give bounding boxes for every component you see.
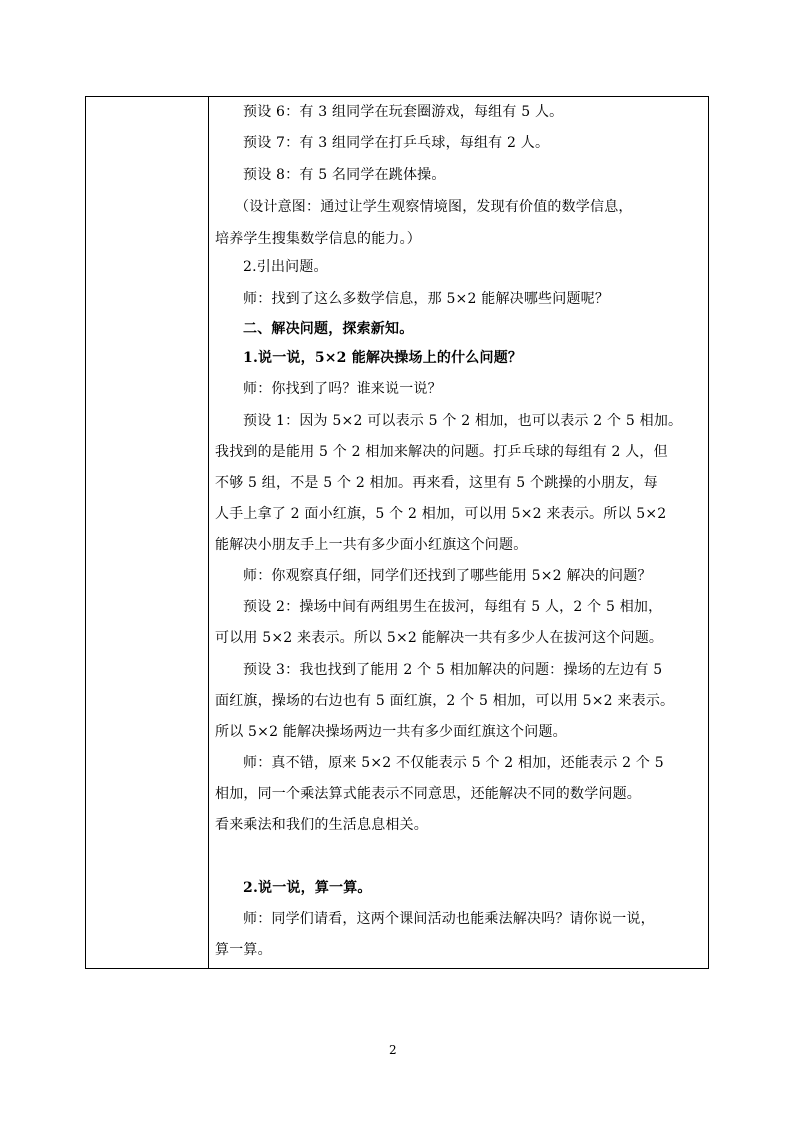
text-line: 师：找到了这么多数学信息，那 5×2 能解决哪些问题呢？: [243, 291, 610, 307]
subsection-heading: 1.说一说，5×2 能解决操场上的什么问题？: [243, 350, 523, 366]
lesson-table: [85, 96, 709, 969]
text-line: 师：同学们请看，这两个课间活动也能乘法解决吗？请你说一说，: [243, 911, 655, 927]
right-column-cell: [209, 97, 708, 968]
text-line: 预设 2：操场中间有两组男生在拔河，每组有 5 人，2 个 5 相加，: [243, 599, 663, 615]
section-heading: 二、解决问题，探索新知。: [243, 321, 414, 337]
text-line: 预设 8：有 5 名同学在跳体操。: [243, 167, 446, 183]
text-line: 师：真不错，原来 5×2 不仅能表示 5 个 2 相加，还能表示 2 个 5: [243, 755, 664, 771]
text-line: 师：你观察真仔细，同学们还找到了哪些能用 5×2 解决的问题？: [243, 568, 652, 584]
text-line: 能解决小朋友手上一共有多少面小红旗这个问题。: [215, 537, 528, 553]
text-line: 可以用 5×2 来表示。所以 5×2 能解决一共有多少人在拔河这个问题。: [215, 630, 664, 646]
page-number: 2: [389, 1043, 397, 1057]
text-line: 看来乘法和我们的生活息息相关。: [215, 817, 428, 833]
subsection-heading: 2.说一说，算一算。: [243, 880, 372, 896]
text-line: 预设 6：有 3 组同学在玩套圈游戏，每组有 5 人。: [243, 104, 564, 120]
text-line: 人手上拿了 2 面小红旗，5 个 2 相加，可以用 5×2 来表示。所以 5×2: [215, 506, 667, 522]
text-line: 预设 7：有 3 组同学在打乒乓球，每组有 2 人。: [243, 135, 550, 151]
text-line: （设计意图：通过让学生观察情境图，发现有价值的数学信息，: [235, 199, 633, 215]
text-line: 预设 1：因为 5×2 可以表示 5 个 2 相加，也可以表示 2 个 5 相加。: [243, 413, 683, 429]
text-line: 所以 5×2 能解决操场两边一共有多少面红旗这个问题。: [215, 724, 567, 740]
text-line: 预设 3：我也找到了能用 2 个 5 相加解决的问题：操场的左边有 5: [243, 662, 663, 678]
text-line: 不够 5 组，不是 5 个 2 相加。再来看，这里有 5 个跳操的小朋友，每: [215, 475, 658, 491]
text-line: 师：你找到了吗？谁来说一说？: [243, 381, 442, 397]
text-line: 相加，同一个乘法算式能表示不同意思，还能解决不同的数学问题。: [215, 786, 641, 802]
text-line: 培养学生搜集数学信息的能力。）: [215, 231, 421, 247]
text-line: 2.引出问题。: [243, 259, 328, 275]
text-line: 我找到的是能用 5 个 2 相加来解决的问题。打乒乓球的每组有 2 人，但: [215, 444, 668, 460]
left-column-cell: [86, 97, 209, 968]
text-line: 算一算。: [215, 942, 272, 958]
text-line: 面红旗，操场的右边也有 5 面红旗，2 个 5 相加，可以用 5×2 来表示。: [215, 693, 675, 709]
